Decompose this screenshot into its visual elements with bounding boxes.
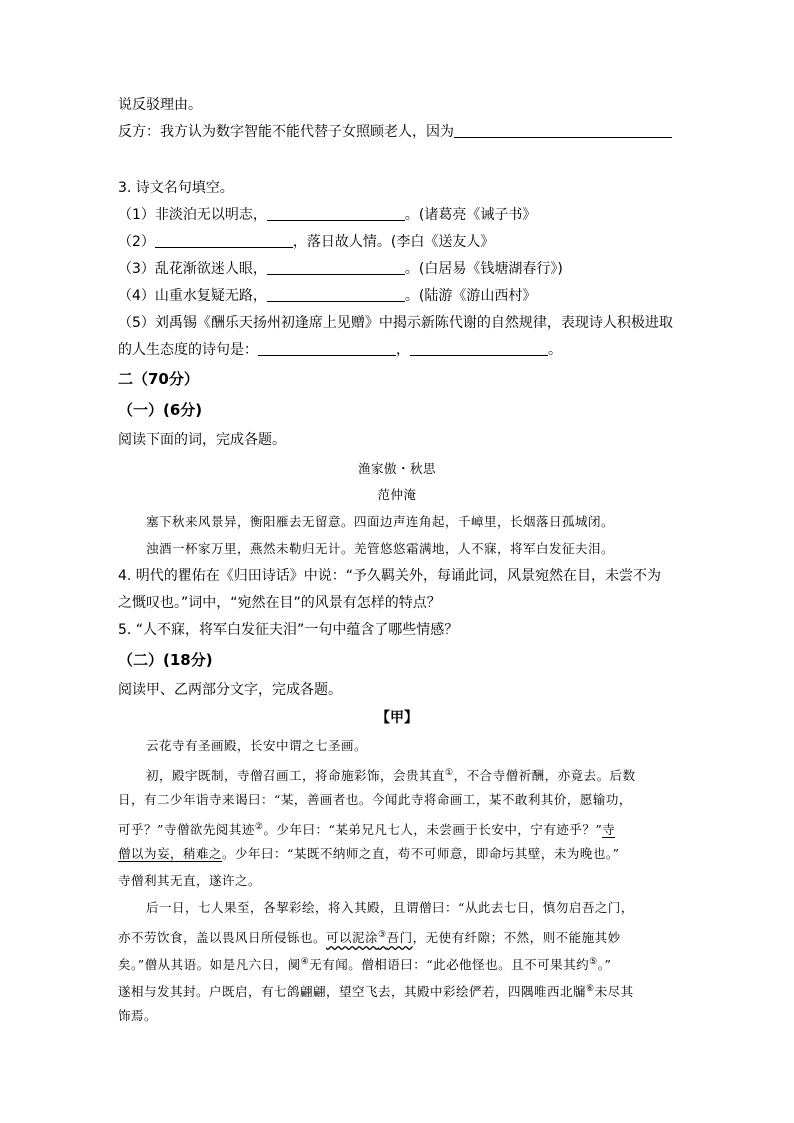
item-source: 。(白居易《钱塘湖春行》) <box>404 261 563 277</box>
footnote-marker: ⑥ <box>586 984 595 994</box>
passage-line: 饰焉。 <box>118 1008 158 1023</box>
passage-line <box>118 952 611 975</box>
answer-blank[interactable] <box>267 260 405 275</box>
passage-text: 无有闻。僧相语曰：“此必他怪也。且不可果其约 <box>309 957 590 973</box>
question-4: 4. 明代的瞿佑在《归田诗话》中说：“予久羁关外，每诵此词，风景宛然在目，未尝不为 <box>118 568 662 584</box>
passage-text: 可以泥涂 <box>326 930 379 946</box>
footnote-marker: ① <box>445 768 454 778</box>
item-source: 。(陆游《游山西村》 <box>404 288 537 304</box>
passage-line <box>118 844 620 864</box>
fill-item-2 <box>118 232 494 252</box>
poem-line: 浊酒一杯家万里，燕然未勒归无计。羌管悠悠霜满地，人不寐，将军白发征夫泪。 <box>146 541 615 556</box>
item-prefix: （4）山重水复疑无路， <box>118 288 267 304</box>
passage-line: 后一日，七人果至，各挈彩绘，将入其殿，且谓僧曰：“从此去七日，慎勿启吾之门， <box>146 900 634 915</box>
answer-blank[interactable] <box>410 341 548 356</box>
passage-text: 吾门 <box>386 930 413 946</box>
answer-blank[interactable] <box>258 341 396 356</box>
passage-text: ，不合寺僧祈酬，亦竟去。后数 <box>453 768 636 784</box>
answer-blank[interactable] <box>267 206 405 221</box>
fill-item-1 <box>118 205 536 225</box>
underlined-text: 寺 <box>602 822 616 838</box>
poem-line: 塞下秋来风景异，衡阳雁去无留意。四面边声连角起，千嶂里，长烟落日孤城闭。 <box>146 514 615 529</box>
passage-line <box>118 817 615 840</box>
answer-blank[interactable] <box>454 123 672 138</box>
fill-item-4 <box>118 286 536 306</box>
instruction-text: 阅读下面的词，完成各题。 <box>118 432 286 448</box>
comma: ， <box>396 342 410 358</box>
part-title: （一）(6分) <box>118 401 203 419</box>
passage-text: 遂相与发其封。户既启，有七鸽翩翩，望空飞去，其殿中彩绘俨若，四隅唯西北牖 <box>118 984 587 1000</box>
question-title: 3. 诗文名句填空。 <box>118 180 234 196</box>
period: 。 <box>548 342 562 358</box>
poem-title: 渔家傲・秋思 <box>357 461 436 476</box>
answer-blank[interactable] <box>267 287 405 302</box>
item-prefix: （2） <box>118 234 155 250</box>
footnote-marker: ⑤ <box>589 957 598 967</box>
footnote-marker: ③ <box>378 930 387 940</box>
passage-line <box>118 979 634 1002</box>
underlined-text: 僧以为妄，稍难之 <box>118 846 223 861</box>
passage-text: 。少年曰：“某既不纳师之直，苟不可师意，即命圬其壁，未为晚也。” <box>222 846 620 861</box>
question-4-cont: 之慨叹也。”词中，“宛然在目”的风景有怎样的特点？ <box>118 595 441 611</box>
passage-text: 。” <box>597 957 612 973</box>
text-line: 说反驳理由。 <box>118 97 202 113</box>
passage-line <box>118 925 621 948</box>
passage-text: 亦不劳饮食，盖以畏风日所侵铄也。 <box>118 930 327 946</box>
passage-line: 寺僧利其无直，遂许之。 <box>118 873 262 888</box>
question-5: 5. “人不寐，将军白发征夫泪”一句中蕴含了哪些情感？ <box>118 622 459 638</box>
passage-line: 云花寺有圣画殿，长安中谓之七圣画。 <box>146 738 368 753</box>
passage-text: 可乎？”寺僧欲先阅其迹 <box>118 822 255 838</box>
section-title: 二（70分） <box>118 370 199 388</box>
passage-line: 日，有二少年诣寺来谒曰：“某，善画者也。今闻此寺将命画工，某不敢利其价，愿输功， <box>118 792 632 807</box>
rebuttal-text: 反方：我方认为数字智能不能代替子女照顾老人，因为 <box>118 124 454 140</box>
footnote-marker: ④ <box>300 957 310 967</box>
text-line <box>118 122 672 142</box>
passage-text: ，无使有纤隙；不然，则不能施其妙 <box>412 930 621 946</box>
passage-title: 【甲】 <box>376 710 418 726</box>
answer-blank[interactable] <box>155 233 293 248</box>
passage-line <box>146 763 636 786</box>
fill-item-5: （5）刘禹锡《酬乐天扬州初逢席上见赠》中揭示新陈代谢的自然规律，表现诗人积极进取 <box>118 315 673 331</box>
passage-text: 。少年曰：“某弟兄凡七人，未尝画于长安中，宁有迹乎？” <box>263 822 603 838</box>
item-prefix: （3）乱花渐欲迷人眼， <box>118 261 267 277</box>
fill-item-5-cont <box>118 340 562 360</box>
part-title: （二）(18分) <box>118 651 213 669</box>
footnote-marker: ② <box>254 822 264 832</box>
wavy-underlined-text <box>326 930 413 945</box>
fill-item-3 <box>118 259 563 279</box>
passage-text: 矣。”僧从其语。如是凡六日，阒 <box>118 957 301 973</box>
passage-text: 未尽其 <box>594 984 634 1000</box>
item-prefix: 的人生态度的诗句是： <box>118 342 258 358</box>
instruction-text: 阅读甲、乙两部分文字，完成各题。 <box>118 682 342 698</box>
item-prefix: （1）非淡泊无以明志， <box>118 207 267 223</box>
passage-text: 初，殿宇既制，寺僧召画工，将命施彩饰，会贵其直 <box>146 768 446 784</box>
poem-author: 范仲淹 <box>377 487 417 502</box>
item-source: ，落日故人情。(李白《送友人》 <box>292 234 495 250</box>
item-source: 。(诸葛亮《诫子书》 <box>404 207 537 223</box>
